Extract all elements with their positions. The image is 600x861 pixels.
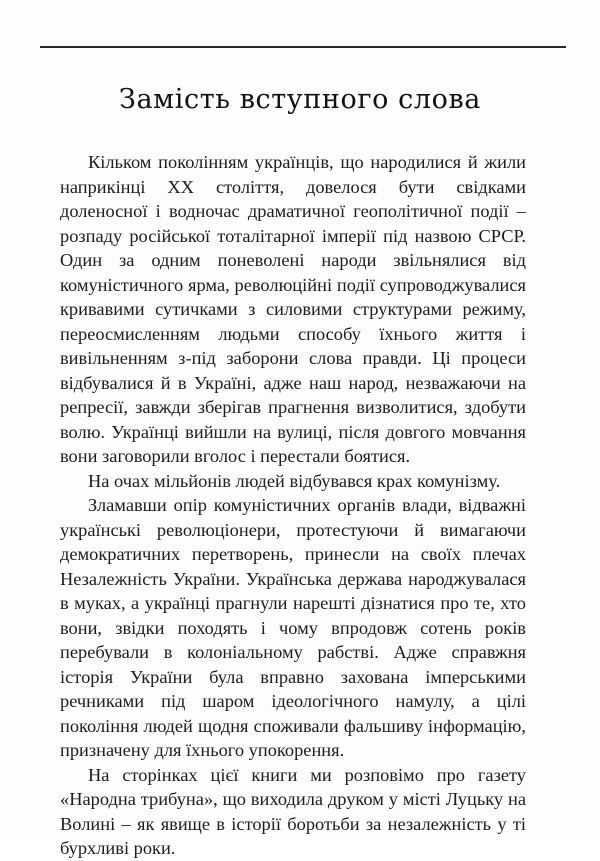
paragraph: На очах мільйонів людей відбувався крах комунізму. xyxy=(88,470,501,491)
chapter-title: Замість вступного слова xyxy=(119,84,481,115)
paragraph: Зламавши опір комуністичних органів влади, відважні українські революціонери, протестуючи й вимагаючи демократичних перетворень, принесли на своїх плечах Незалежність України. Українська держава народжувалася в муках, а українці прагнули нарешті дізнатися про те, хто вони, звідки походять і чому впродовж сотень років перебували в колоніальному рабстві. Адже справжня історія України була вправно захована імперськими речниками під шаром ідеологічного намулу, а цілі покоління людей щодня споживали фальшиву інформацію, призначену для їхнього упокорення. xyxy=(60,495,526,760)
header-rule xyxy=(40,46,566,48)
paragraph: На сторінках цієї книги ми розповімо про газету «Народна трибуна», що виходила друком у місті Луцьку на Волині – як явище в історії боротьби за незалежність у ті бурхливі роки. xyxy=(60,764,526,858)
body-text xyxy=(60,150,526,861)
paragraph: Кільком поколінням українців, що народилися й жили наприкінці ХХ століття, довелося бути свідками доленосної і водночас драматичної геополітичної події – розпаду російської тоталітарної імперії під назвою СРСР. Один за одним поневолені народи звільнялися від комуністичного ярма, революційні події супроводжувалися кривавими сутичками з силовими структурами режиму, переосмисленням людьми способу їхнього життя і вивільненням з-під заборони слова правди. Ці процеси відбувалися й в Україні, адже наш народ, незважаючи на репресії, завжди зберігав прагнення визволитися, здобути волю. Українці вийшли на вулиці, після довгого мовчання вони заговорили вголос і перестали боятися. xyxy=(60,152,526,466)
